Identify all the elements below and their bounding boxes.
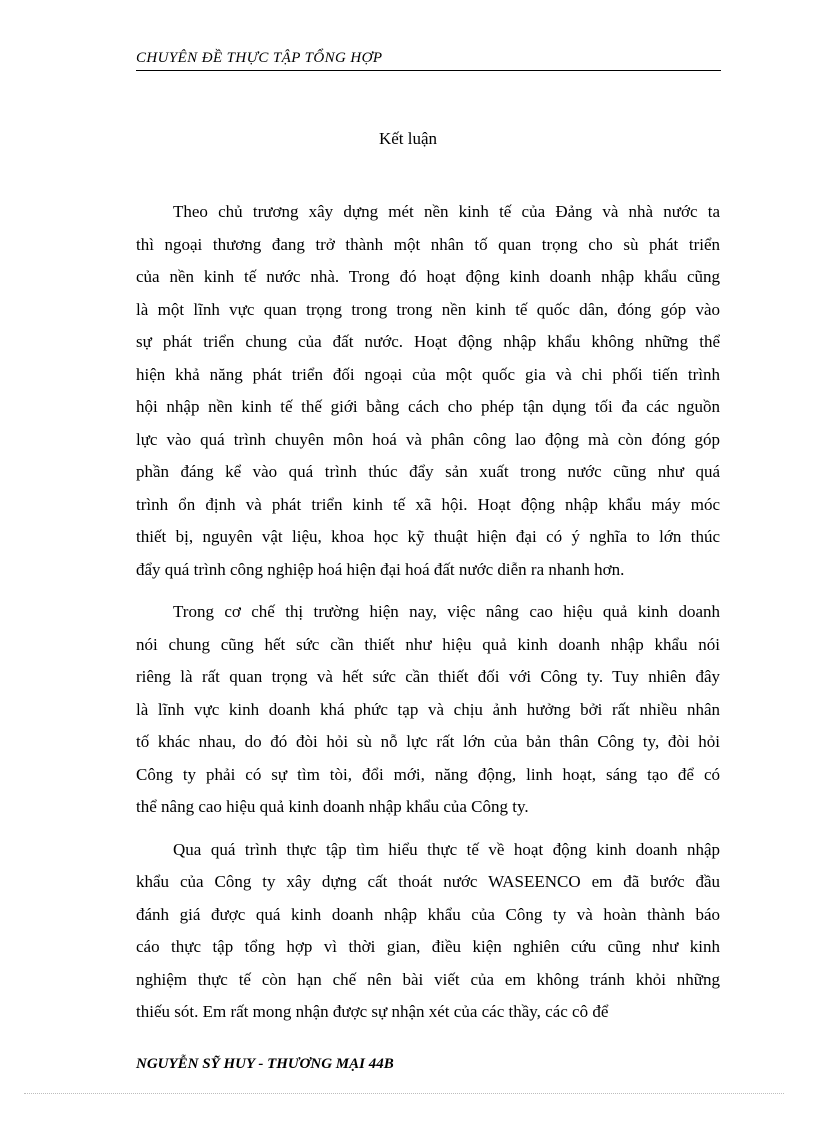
text-line: thiếu sót. Em rất mong nhận được sự nhận xét của các thầy, các cô để [136,1002,609,1021]
text-line: Qua quá trình thực tập tìm hiểu thực tế về hoạt động kinh doanh nhập [173,839,720,859]
section-title: Kết luận [378,129,438,148]
text-line: hiện khả năng phát triển đối ngoại của một quốc gia và chi phối tiến trình [136,364,720,384]
text-line: Công ty phải có sự tìm tòi, đổi mới, năng động, linh hoạt, sáng tạo để có [136,764,720,784]
text-line: của nền kinh tế nước nhà. Trong đó hoạt động kinh doanh nhập khẩu cũng [136,267,720,286]
text-line: riêng là rất quan trọng và hết sức cần thiết đối với Công ty. Tuy nhiên đây [136,667,720,686]
page-header [136,48,721,71]
body-text [136,196,720,1039]
text-line: nghiệm thực tế còn hạn chế nên bài viết của em không tránh khỏi những [136,969,720,989]
text-line: nói chung cũng hết sức cần thiết như hiệu quả kinh doanh nhập khẩu nói [136,634,720,654]
page-footer-author: NGUYỄN SỸ HUY - THƯƠNG MẠI 44B [136,1056,394,1072]
text-line: trình ổn định và phát triển kinh tế xã hội. Hoạt động nhập khẩu máy móc [136,494,720,514]
text-line: Trong cơ chế thị trường hiện nay, việc nâng cao hiệu quả kinh doanh [173,602,720,621]
text-line: lực vào quá trình chuyên môn hoá và phân công lao động mà còn đóng góp [136,429,720,449]
text-line: cáo thực tập tổng hợp vì thời gian, điều kiện nghiên cứu cũng như kinh [136,937,720,956]
text-line: thể nâng cao hiệu quả kinh doanh nhập khẩu của Công ty. [136,797,529,816]
text-line: phần đáng kể vào quá trình thúc đẩy sản xuất trong nước cũng như quá [136,462,720,481]
text-line: hội nhập nền kinh tế thế giới bằng cách cho phép tận dụng tối đa các nguồn [136,397,720,416]
text-line: là lĩnh vực kinh doanh khá phức tạp và chịu ảnh hưởng bởi rất nhiều nhân [136,699,720,719]
text-line: Theo chủ trương xây dựng mét nền kinh tế của Đảng và nhà nước ta [173,202,720,221]
text-line: sự phát triển chung của đất nước. Hoạt động nhập khẩu không những thể [136,332,720,351]
text-line: tố khác nhau, do đó đòi hỏi sù nỗ lực rất lớn của bản thân Công ty, đòi hỏi [136,732,720,751]
paragraph-2 [136,596,720,824]
footer-divider [24,1093,784,1094]
paragraph-1 [136,196,720,586]
text-line: đánh giá được quá kinh doanh nhập khẩu của Công ty và hoàn thành báo [136,904,720,924]
text-line: là một lĩnh vực quan trọng trong trong nền kinh tế quốc dân, đóng góp vào [136,299,720,319]
text-line: thì ngoại thương đang trở thành một nhân tố quan trọng cho sù phát triển [136,234,720,254]
paragraph-3 [136,834,720,1029]
text-line: thiết bị, nguyên vật liệu, khoa học kỹ thuật hiện đại có ý nghĩa to lớn thúc [136,527,720,546]
text-line: khẩu của Công ty xây dựng cất thoát nước WASEENCO em đã bước đầu [136,872,720,891]
header-title: CHUYÊN ĐỀ THỰC TẬP TỔNG HỢP [136,50,383,66]
text-line: đẩy quá trình công nghiệp hoá hiện đại hoá đất nước diễn ra nhanh hơn. [136,559,625,579]
